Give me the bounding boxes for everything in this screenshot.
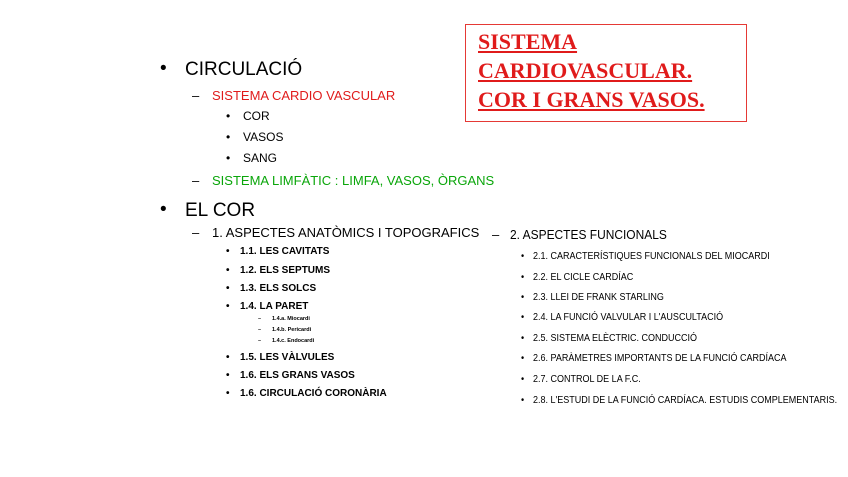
bullet-icon: • <box>521 333 525 344</box>
title-line-2: CARDIOVASCULAR. <box>478 58 693 83</box>
bullet-icon: • <box>226 283 230 294</box>
dash-icon: – <box>258 327 262 333</box>
bullet-icon: • <box>226 130 231 144</box>
item-sistema-cardio: SISTEMA CARDIO VASCULAR <box>212 88 396 103</box>
bullet-icon: • <box>160 199 167 220</box>
bullet-icon: • <box>226 388 230 399</box>
dash-icon: – <box>258 338 262 344</box>
item-1-4-b: 1.4.b. Pericardi <box>272 327 312 333</box>
bullet-icon: • <box>226 151 231 165</box>
dash-icon: – <box>258 316 262 322</box>
dash-icon: – <box>192 88 200 103</box>
bullet-icon: • <box>226 352 230 363</box>
bullet-icon: • <box>160 58 167 79</box>
bullet-icon: • <box>226 370 230 381</box>
bullet-icon: • <box>226 301 230 312</box>
item-vasos: VASOS <box>243 130 284 144</box>
bullet-icon: • <box>521 395 525 406</box>
bullet-icon: • <box>521 272 525 283</box>
item-2-8: 2.8. L'ESTUDI DE LA FUNCIÓ CARDÍACA. ESTUDIS COMPLEMENTARIS. <box>533 395 838 406</box>
item-2-5: 2.5. SISTEMA ELÈCTRIC. CONDUCCIÓ <box>533 333 698 344</box>
heading-el-cor: EL COR <box>185 200 256 221</box>
item-1-4: 1.4. LA PARET <box>240 301 309 312</box>
bullet-icon: • <box>226 265 230 276</box>
item-aspectes-funcionals: 2. ASPECTES FUNCIONALS <box>510 227 667 242</box>
heading-circulacio: CIRCULACIÓ <box>185 59 303 80</box>
dash-icon: – <box>492 227 500 242</box>
item-1-5: 1.5. LES VÀLVULES <box>240 352 335 363</box>
item-2-7: 2.7. CONTROL DE LA F.C. <box>533 374 641 385</box>
title-line-1: SISTEMA <box>478 29 578 54</box>
bullet-icon: • <box>521 251 525 262</box>
bullet-icon: • <box>226 246 230 257</box>
item-1-4-a: 1.4.a. Miocardi <box>272 316 310 322</box>
bullet-icon: • <box>521 312 525 323</box>
dash-icon: – <box>192 225 200 240</box>
item-1-6-coronaria: 1.6. CIRCULACIÓ CORONÀRIA <box>240 388 387 399</box>
item-1-4-c: 1.4.c. Endocardi <box>272 338 315 344</box>
bullet-icon: • <box>521 292 525 303</box>
item-2-4: 2.4. LA FUNCIÓ VALVULAR I L'AUSCULTACIÓ <box>533 312 724 323</box>
item-2-1: 2.1. CARACTERÍSTIQUES FUNCIONALS DEL MIOCARDI <box>533 251 770 262</box>
item-2-3: 2.3. LLEI DE FRANK STARLING <box>533 292 664 303</box>
item-1-2: 1.2. ELS SEPTUMS <box>240 265 331 276</box>
item-1-3: 1.3. ELS SOLCS <box>240 283 317 294</box>
item-2-2: 2.2. EL CICLE CARDÍAC <box>533 272 634 283</box>
bullet-icon: • <box>226 109 231 123</box>
item-sang: SANG <box>243 151 278 165</box>
item-1-1: 1.1. LES CAVITATS <box>240 246 330 257</box>
item-2-6: 2.6. PARÀMETRES IMPORTANTS DE LA FUNCIÓ CARDÍACA <box>533 353 787 364</box>
item-sistema-limfatic: SISTEMA LIMFÀTIC : LIMFA, VASOS, ÒRGANS <box>212 173 495 188</box>
item-aspectes-anatomics: 1. ASPECTES ANATÒMICS I TOPOGRAFICS <box>212 225 480 240</box>
item-1-6: 1.6. ELS GRANS VASOS <box>240 370 355 381</box>
dash-icon: – <box>192 173 200 188</box>
bullet-icon: • <box>521 374 525 385</box>
bullet-icon: • <box>521 353 525 364</box>
title-box <box>465 24 747 122</box>
item-cor: COR <box>243 109 270 123</box>
title-line-3: COR I GRANS VASOS. <box>478 87 705 112</box>
